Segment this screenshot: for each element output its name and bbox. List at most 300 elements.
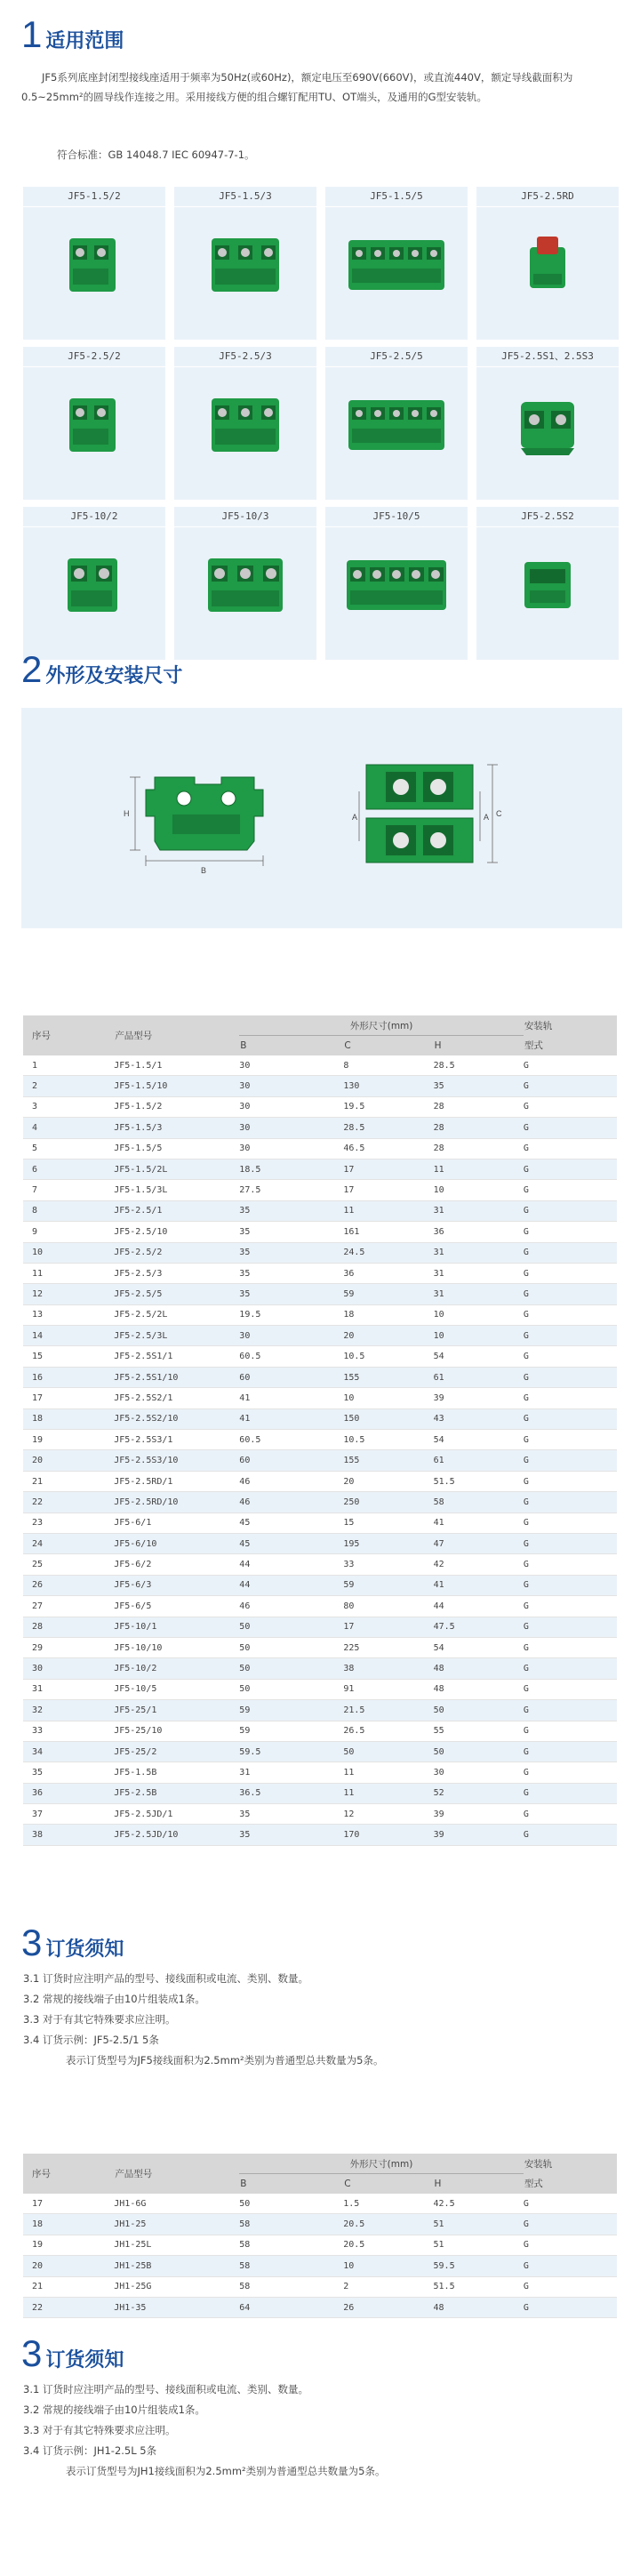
section-3a-heading [21,1924,124,1962]
dim-label-h: H [124,809,130,818]
cell-model: JF5-2.5S2/10 [114,1408,239,1429]
cell-rail: G [524,1076,617,1096]
cell-b: 19.5 [239,1304,343,1325]
table-row [23,1533,617,1553]
cell-c: 36 [343,1263,433,1283]
table-row [23,2235,617,2255]
cell-h: 28 [434,1096,524,1117]
product-card [23,347,165,500]
table-row [23,2256,617,2276]
cell-b: 46 [239,1596,343,1617]
section-1-heading [21,13,124,55]
cell-b: 50 [239,1637,343,1657]
cell-rail: G [524,1825,617,1845]
cell-rail: G [524,1450,617,1471]
cell-h: 31 [434,1263,524,1283]
table-row [23,1575,617,1595]
cell-b: 35 [239,1263,343,1283]
dim-label-c: C [496,809,502,818]
cell-seq: 20 [23,1450,114,1471]
product-card [174,507,316,660]
cell-h: 54 [434,1430,524,1450]
cell-b: 30 [239,1096,343,1117]
terminal-block-2-image [41,381,148,469]
section-1-intro [21,68,622,107]
cell-rail: G [524,1118,617,1138]
header-h: H [434,1036,524,1056]
product-label: JF5-1.5/5 [325,187,468,207]
cell-h: 30 [434,1762,524,1783]
cell-seq: 19 [23,1430,114,1450]
cell-seq: 4 [23,1118,114,1138]
cell-seq: 23 [23,1513,114,1533]
table-row [23,1055,617,1076]
cell-b: 35 [239,1200,343,1221]
cell-h: 35 [434,1076,524,1096]
cell-model: JF5-1.5/3 [114,1118,239,1138]
cell-seq: 18 [23,2214,114,2235]
terminal-block-5-image [343,381,450,469]
cell-h: 39 [434,1804,524,1825]
table-row [23,1138,617,1159]
product-card [325,507,468,660]
cell-c: 15 [343,1513,433,1533]
cell-b: 35 [239,1284,343,1304]
cell-rail: G [524,1741,617,1761]
cell-model: JF5-6/2 [114,1554,239,1575]
section-1-number: 1 [21,13,43,55]
cell-h: 31 [434,1284,524,1304]
cell-seq: 12 [23,1284,114,1304]
cell-b: 60 [239,1450,343,1471]
cell-b: 35 [239,1222,343,1242]
cell-c: 20 [343,1326,433,1346]
cell-seq: 1 [23,1055,114,1076]
table-row [23,1721,617,1741]
table-row [23,1284,617,1304]
cell-seq: 18 [23,1408,114,1429]
cell-h: 51 [434,2235,524,2255]
cell-model: JH1-35 [114,2297,239,2317]
table-row [23,1783,617,1803]
cell-seq: 21 [23,1471,114,1491]
section-2-number: 2 [21,648,43,690]
cell-rail: G [524,1263,617,1283]
product-card [23,187,165,340]
cell-h: 31 [434,1242,524,1263]
table-row [23,1118,617,1138]
cell-c: 20 [343,1471,433,1491]
cell-seq: 33 [23,1721,114,1741]
cell-b: 58 [239,2256,343,2276]
cell-c: 19.5 [343,1096,433,1117]
table-row [23,1408,617,1429]
dimension-table-jh1 [23,2154,617,2318]
table-row [23,1430,617,1450]
cell-c: 2 [343,2276,433,2297]
cell-rail: G [524,1242,617,1263]
cell-model: JH1-25B [114,2256,239,2276]
cell-model: JF5-2.5JD/1 [114,1804,239,1825]
cell-c: 195 [343,1533,433,1553]
cell-model: JF5-10/1 [114,1617,239,1637]
cell-seq: 3 [23,1096,114,1117]
cell-rail: G [524,1096,617,1117]
product-label: JF5-10/3 [174,507,316,527]
product-card [476,507,619,660]
table-row [23,1513,617,1533]
order-notes-jf5 [23,1969,383,2071]
cell-rail: G [524,1533,617,1553]
cell-seq: 32 [23,1700,114,1721]
table-row [23,1700,617,1721]
cell-model: JF5-10/10 [114,1637,239,1657]
cell-c: 130 [343,1076,433,1096]
table-row [23,1159,617,1179]
cell-h: 55 [434,1721,524,1741]
cell-seq: 15 [23,1346,114,1367]
cell-seq: 13 [23,1304,114,1325]
section-3b-heading [21,2332,124,2374]
cell-seq: 19 [23,2235,114,2255]
cell-c: 11 [343,1762,433,1783]
cell-model: JF5-1.5/3L [114,1180,239,1200]
table-row [23,1388,617,1408]
dimension-table-jf5 [23,1015,617,1846]
cell-seq: 28 [23,1617,114,1637]
table-row [23,1367,617,1387]
cell-model: JF5-6/10 [114,1533,239,1553]
cell-b: 58 [239,2214,343,2235]
order-line: 3.2 常规的接线端子由10片组装成1条。 [23,2403,205,2416]
cell-seq: 38 [23,1825,114,1845]
header-rail2: 型式 [524,2174,617,2195]
header-rail2: 型式 [524,1036,617,1056]
cell-seq: 21 [23,2276,114,2297]
cell-h: 48 [434,1679,524,1699]
cell-model: JF5-25/10 [114,1721,239,1741]
cell-rail: G [524,1596,617,1617]
cell-model: JF5-1.5/2L [114,1159,239,1179]
terminal-disconnect-image [494,541,601,630]
terminal-block-3-image [192,541,299,630]
product-card [23,507,165,660]
cell-seq: 36 [23,1783,114,1803]
table-row [23,1554,617,1575]
cell-h: 58 [434,1492,524,1513]
section-3a-title: 订货须知 [45,1938,124,1961]
terminal-fuse-image [494,221,601,309]
cell-rail: G [524,1700,617,1721]
table-row [23,1222,617,1242]
product-label: JF5-2.5/5 [325,347,468,367]
table-row [23,1180,617,1200]
cell-b: 59 [239,1700,343,1721]
cell-rail: G [524,1554,617,1575]
cell-c: 26 [343,2297,433,2317]
cell-model: JF5-2.5RD/1 [114,1471,239,1491]
cell-model: JF5-2.5S2/1 [114,1388,239,1408]
cell-rail: G [524,1658,617,1679]
cell-c: 46.5 [343,1138,433,1159]
dim-label-a-left: A [352,813,358,822]
cell-rail: G [524,1679,617,1699]
cell-seq: 6 [23,1159,114,1179]
cell-b: 30 [239,1138,343,1159]
cell-seq: 30 [23,1658,114,1679]
cell-seq: 17 [23,2194,114,2214]
cell-rail: G [524,1513,617,1533]
cell-c: 155 [343,1450,433,1471]
cell-b: 50 [239,1658,343,1679]
cell-b: 46 [239,1492,343,1513]
section-3b-number: 3 [21,2332,43,2374]
cell-h: 50 [434,1700,524,1721]
order-line: 3.1 订货时应注明产品的型号、接线面积或电流、类别、数量。 [23,2383,308,2395]
cell-model: JF5-25/2 [114,1741,239,1761]
cell-b: 27.5 [239,1180,343,1200]
table-body [23,1055,617,1845]
cell-h: 10 [434,1304,524,1325]
cell-rail: G [524,2276,617,2297]
terminal-block-5-image [343,541,450,630]
table-row [23,1492,617,1513]
cell-model: JF5-2.5S3/10 [114,1450,239,1471]
cell-rail: G [524,1159,617,1179]
header-c: C [343,2174,433,2195]
cell-seq: 9 [23,1222,114,1242]
cell-rail: G [524,1180,617,1200]
cell-model: JF5-2.5JD/10 [114,1825,239,1845]
cell-b: 45 [239,1513,343,1533]
section-3b-title: 订货须知 [45,2349,124,2371]
header-rail: 安装轨 [524,1015,617,1036]
terminal-block-3-image [192,381,299,469]
table-row [23,1825,617,1845]
cell-model: JF5-1.5/5 [114,1138,239,1159]
cell-b: 59 [239,1721,343,1741]
cell-b: 44 [239,1554,343,1575]
cell-c: 50 [343,1741,433,1761]
cell-h: 50 [434,1741,524,1761]
table-row [23,1242,617,1263]
intro-paragraph: JF5系列底座封闭型接线座适用于频率为50Hz(或60Hz)，额定电压至690V(660V)，或直流440V，额定导线截面积为0.5~25mm²的圆导线作连接之用。采用接线方便的组合螺钉配用TU、OT端头，及通用的G型安装轨。 [21,71,573,103]
cell-seq: 37 [23,1804,114,1825]
cell-b: 58 [239,2235,343,2255]
table-row [23,2297,617,2317]
cell-seq: 34 [23,1741,114,1761]
cell-model: JF5-6/5 [114,1596,239,1617]
cell-c: 10 [343,1388,433,1408]
cell-h: 10 [434,1326,524,1346]
cell-b: 44 [239,1575,343,1595]
product-card [476,347,619,500]
cell-c: 10 [343,2256,433,2276]
cell-rail: G [524,1617,617,1637]
cell-model: JF5-2.5S1/1 [114,1346,239,1367]
table-row [23,1304,617,1325]
cell-c: 80 [343,1596,433,1617]
table-body [23,2194,617,2318]
cell-model: JF5-2.5RD/10 [114,1492,239,1513]
section-3a-number: 3 [21,1922,43,1963]
cell-h: 48 [434,2297,524,2317]
cell-model: JF5-1.5/10 [114,1076,239,1096]
cell-model: JH1-6G [114,2194,239,2214]
side-view-drawing [130,777,263,866]
cell-c: 12 [343,1804,433,1825]
cell-model: JF5-6/3 [114,1575,239,1595]
cell-rail: G [524,1762,617,1783]
cell-c: 11 [343,1783,433,1803]
cell-h: 54 [434,1637,524,1657]
cell-h: 52 [434,1783,524,1803]
table-row [23,2194,617,2214]
table-row [23,1076,617,1096]
cell-c: 18 [343,1304,433,1325]
table-row [23,1450,617,1471]
table-row [23,1471,617,1491]
cell-rail: G [524,1138,617,1159]
product-label: JF5-2.5/3 [174,347,316,367]
cell-model: JF5-6/1 [114,1513,239,1533]
cell-c: 33 [343,1554,433,1575]
dim-label-a-right: A [484,813,490,822]
section-2-heading [21,648,183,690]
cell-h: 54 [434,1346,524,1367]
cell-c: 26.5 [343,1721,433,1741]
product-label: JF5-2.5RD [476,187,619,207]
order-line: 3.4 订货示例：JH1-2.5L 5条 [23,2444,157,2457]
order-line: 3.4 订货示例：JF5-2.5/1 5条 [23,2034,159,2046]
cell-h: 43 [434,1408,524,1429]
section-2-title: 外形及安装尺寸 [45,665,183,687]
cell-b: 60 [239,1367,343,1387]
cell-model: JF5-2.5/3 [114,1263,239,1283]
cell-model: JF5-10/5 [114,1679,239,1699]
table-row [23,2276,617,2297]
cell-rail: G [524,2235,617,2255]
terminal-block-5-image [343,221,450,309]
cell-rail: G [524,1346,617,1367]
header-seq: 序号 [23,2154,114,2194]
cell-model: JF5-2.5/2 [114,1242,239,1263]
cell-h: 39 [434,1825,524,1845]
cell-c: 20.5 [343,2235,433,2255]
cell-c: 24.5 [343,1242,433,1263]
cell-b: 45 [239,1533,343,1553]
table-row [23,1741,617,1761]
cell-h: 51.5 [434,2276,524,2297]
cell-c: 91 [343,1679,433,1699]
cell-c: 17 [343,1180,433,1200]
order-example-note: 表示订货型号为JH1接线面积为2.5mm²类别为普通型总共数量为5条。 [66,2465,386,2477]
cell-c: 28.5 [343,1118,433,1138]
cell-c: 21.5 [343,1700,433,1721]
header-seq: 序号 [23,1015,114,1055]
cell-rail: G [524,1304,617,1325]
cell-rail: G [524,1055,617,1076]
cell-model: JF5-2.5B [114,1783,239,1803]
table-row [23,1200,617,1221]
cell-b: 30 [239,1076,343,1096]
cell-rail: G [524,1471,617,1491]
cell-b: 30 [239,1326,343,1346]
cell-b: 60.5 [239,1346,343,1367]
cell-rail: G [524,1637,617,1657]
cell-model: JF5-25/1 [114,1700,239,1721]
cell-c: 59 [343,1575,433,1595]
cell-model: JF5-2.5/10 [114,1222,239,1242]
cell-c: 250 [343,1492,433,1513]
cell-rail: G [524,2297,617,2317]
cell-c: 11 [343,1200,433,1221]
table-row [23,1679,617,1699]
cell-b: 36.5 [239,1783,343,1803]
cell-h: 47.5 [434,1617,524,1637]
product-label: JF5-1.5/2 [23,187,165,207]
cell-h: 51 [434,2214,524,2235]
cell-b: 64 [239,2297,343,2317]
terminal-earth-image [494,381,601,469]
cell-seq: 29 [23,1637,114,1657]
cell-h: 10 [434,1180,524,1200]
cell-h: 48 [434,1658,524,1679]
cell-model: JH1-25L [114,2235,239,2255]
cell-h: 28 [434,1118,524,1138]
cell-c: 155 [343,1367,433,1387]
table-header-row [23,2154,617,2174]
cell-c: 170 [343,1825,433,1845]
cell-seq: 20 [23,2256,114,2276]
terminal-block-2-image [41,541,148,630]
table-row [23,1762,617,1783]
table-row [23,1596,617,1617]
standard-line: 符合标准：GB 14048.7 IEC 60947-7-1。 [57,148,255,161]
cell-h: 41 [434,1513,524,1533]
cell-seq: 17 [23,1388,114,1408]
cell-seq: 8 [23,1200,114,1221]
cell-c: 17 [343,1159,433,1179]
cell-model: JF5-2.5/2L [114,1304,239,1325]
table-row [23,1804,617,1825]
cell-c: 225 [343,1637,433,1657]
cell-rail: G [524,2214,617,2235]
header-rail: 安装轨 [524,2154,617,2174]
order-notes-jh1 [23,2379,385,2482]
product-card [174,187,316,340]
cell-seq: 22 [23,2297,114,2317]
cell-h: 31 [434,1200,524,1221]
cell-rail: G [524,1367,617,1387]
cell-rail: G [524,1284,617,1304]
cell-h: 41 [434,1575,524,1595]
cell-h: 59.5 [434,2256,524,2276]
cell-b: 60.5 [239,1430,343,1450]
cell-model: JF5-2.5/5 [114,1284,239,1304]
table-row [23,1326,617,1346]
cell-c: 10.5 [343,1430,433,1450]
product-label: JF5-10/5 [325,507,468,527]
cell-seq: 14 [23,1326,114,1346]
order-example-note: 表示订货型号为JF5接线面积为2.5mm²类别为普通型总共数量为5条。 [66,2054,384,2066]
cell-model: JF5-2.5S1/10 [114,1367,239,1387]
cell-c: 161 [343,1222,433,1242]
cell-h: 47 [434,1533,524,1553]
section-1-title: 适用范围 [45,30,124,52]
cell-h: 51.5 [434,1471,524,1491]
cell-rail: G [524,1721,617,1741]
